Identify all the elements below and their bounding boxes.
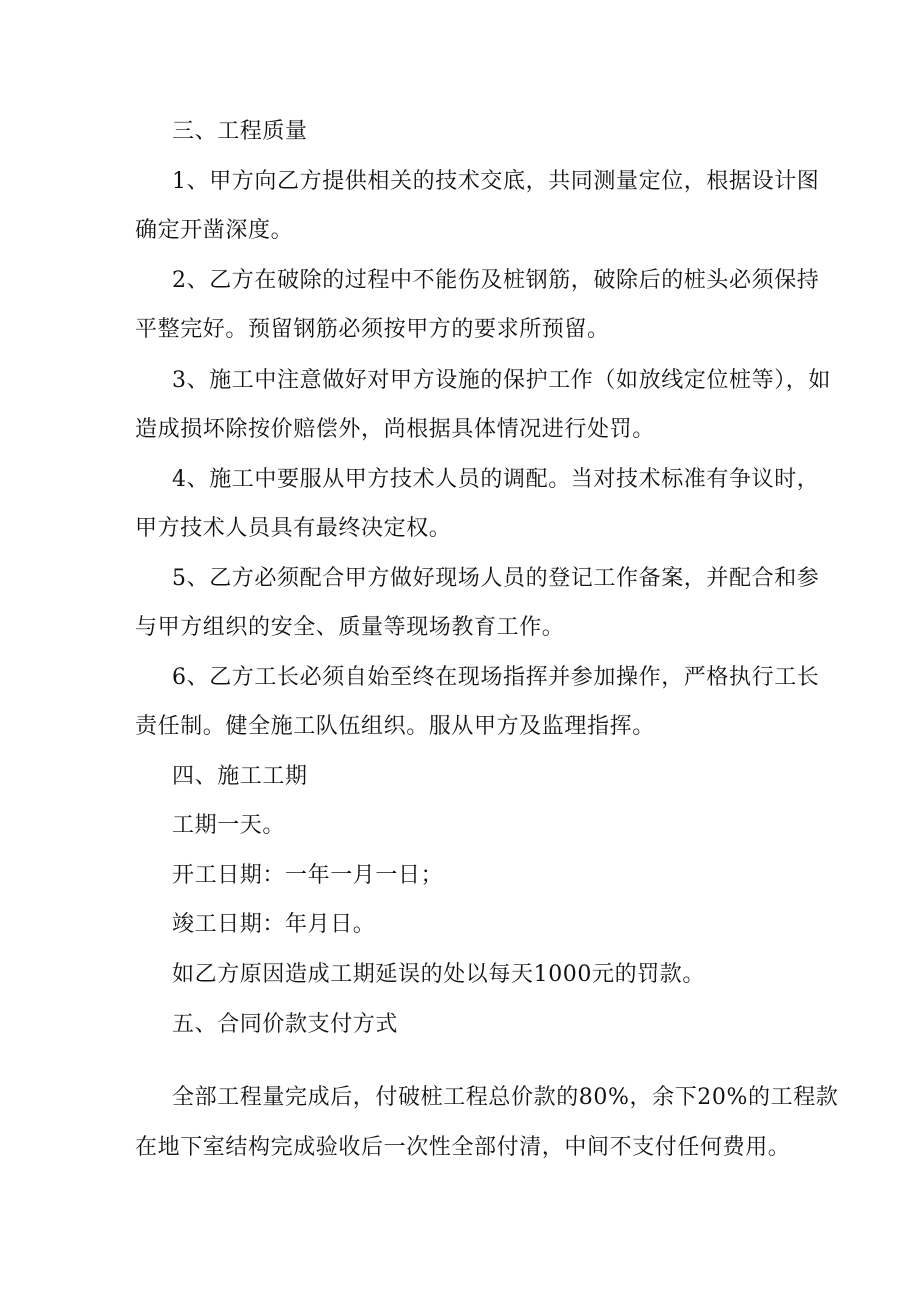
item-4-line-2: 甲方技术人员具有最终决定权。 <box>135 516 452 541</box>
delay-penalty-text: 如乙方原因造成工期延误的处以每天1000元的罚款。 <box>172 962 705 987</box>
end-date-text: 竣工日期：年月日。 <box>172 912 376 937</box>
item-1-line-2: 确定开凿深度。 <box>135 218 294 243</box>
item-5-line-2: 与甲方组织的安全、质量等现场教育工作。 <box>135 615 565 640</box>
payment-line-2: 在地下室结构完成验收后一次性全部付清，中间不支付任何费用。 <box>135 1135 791 1160</box>
payment-line-1: 全部工程量完成后，付破桩工程总价款的80%，余下20%的工程款 <box>172 1085 839 1110</box>
item-2-line-1: 2、乙方在破除的过程中不能伤及桩钢筋，破除后的桩头必须保持 <box>172 268 820 293</box>
item-6-line-1: 6、乙方工长必须自始至终在现场指挥并参加操作，严格执行工长 <box>172 665 820 690</box>
duration-text: 工期一天。 <box>172 813 286 838</box>
item-3-line-2: 造成损坏除按价赔偿外，尚根据具体情况进行处罚。 <box>135 417 655 442</box>
item-2-line-2: 平整完好。预留钢筋必须按甲方的要求所预留。 <box>135 317 610 342</box>
item-1-line-1: 1、甲方向乙方提供相关的技术交底，共同测量定位，根据设计图 <box>172 169 820 194</box>
section-3-heading: 三、工程质量 <box>172 119 308 144</box>
item-4-line-1: 4、施工中要服从甲方技术人员的调配。当对技术标准有争议时， <box>172 467 820 492</box>
item-5-line-1: 5、乙方必须配合甲方做好现场人员的登记工作备案，并配合和参 <box>172 566 820 591</box>
item-6-line-2: 责任制。健全施工队伍组织。服从甲方及监理指挥。 <box>135 714 655 739</box>
item-3-line-1: 3、施工中注意做好对甲方设施的保护工作（如放线定位桩等），如 <box>172 368 831 393</box>
section-5-heading: 五、合同价款支付方式 <box>172 1012 399 1037</box>
section-4-heading: 四、施工工期 <box>172 764 308 789</box>
start-date-text: 开工日期：一年一月一日； <box>172 863 444 888</box>
